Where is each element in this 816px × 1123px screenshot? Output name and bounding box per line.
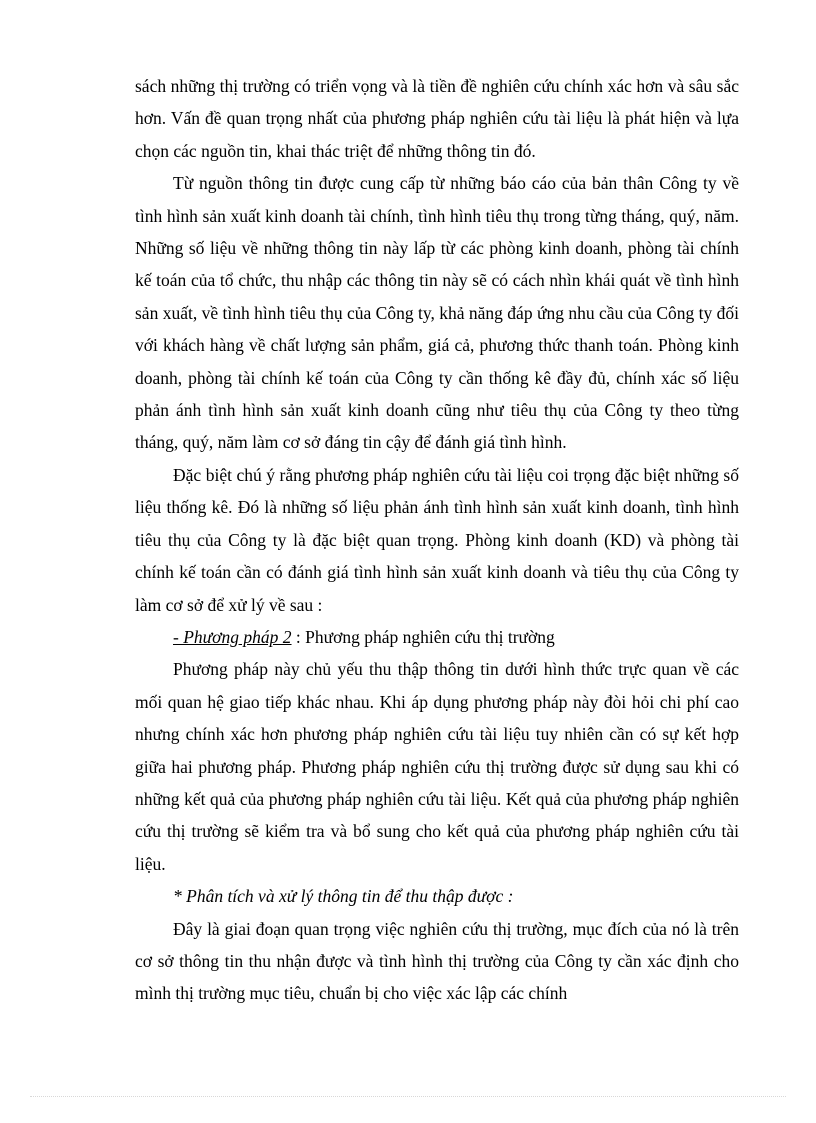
analysis-heading: * Phân tích và xử lý thông tin để thu thập được : — [173, 886, 514, 907]
document-body — [135, 70, 739, 1010]
paragraph-market-research-method: Phương pháp này chủ yếu thu thập thông tin dưới hình thức trực quan về các mối quan hệ giao tiếp khác nhau. Khi áp dụng phương pháp này đòi hỏi chi phí cao nhưng chính xác hơn phương pháp nghiên cứu tài liệu tuy nhiên cần có sự kết hợp giữa hai phương pháp. Phương pháp nghiên cứu thị trường được sử dụng sau khi có những kết quả của phương pháp nghiên cứu tài liệu. Kết quả của phương pháp nghiên cứu thị trường sẽ kiểm tra và bổ sung cho kết quả của phương pháp nghiên cứu tài liệu. — [135, 659, 739, 874]
paragraph-information-sources: Từ nguồn thông tin được cung cấp từ những báo cáo của bản thân Công ty về tình hình sản xuất kinh doanh tài chính, tình hình tiêu thụ trong từng tháng, quý, năm. Những số liệu về những thông tin này lấp từ các phòng kinh doanh, phòng tài chính kế toán của tổ chức, thu nhập các thông tin này sẽ có cách nhìn khái quát về tình hình sản xuất, về tình hình tiêu thụ của Công ty, khả năng đáp ứng nhu cầu của Công ty đối với khách hàng về chất lượng sản phẩm, giá cả, phương thức thanh toán. Phòng kinh doanh, phòng tài chính kế toán của Công ty cần thống kê đầy đủ, chính xác số liệu phản ánh tình hình sản xuất kinh doanh cũng như tiêu thụ của Công ty theo từng tháng, quý, năm làm cơ sở đáng tin cậy để đánh giá tình hình. — [135, 173, 739, 453]
method-2-title: : Phương pháp nghiên cứu thị trường — [291, 626, 555, 647]
paragraph-statistics-emphasis: Đặc biệt chú ý rằng phương pháp nghiên cứu tài liệu coi trọng đặc biệt những số liệu thống kê. Đó là những số liệu phản ánh tình hình sản xuất kinh doanh, tình hình tiêu thụ của Công ty là đặc biệt quan trọng. Phòng kinh doanh (KD) và phòng tài chính kế toán cần có đánh giá tình hình sản xuất kinh doanh và tiêu thụ của Công ty làm cơ sở để xử lý về sau : — [135, 464, 739, 615]
paragraph-analysis-stage: Đây là giai đoạn quan trọng việc nghiên cứu thị trường, mục đích của nó là trên cơ sở thông tin thu nhận được và tình hình thị trường của Công ty cần xác định cho mình thị trường mục tiêu, chuẩn bị cho việc xác lập các chính — [135, 918, 739, 1004]
method-2-heading — [135, 621, 739, 653]
page-bottom-divider — [30, 1096, 786, 1097]
method-2-label: - Phương pháp 2 — [173, 626, 292, 647]
paragraph-continuation: sách những thị trường có triển vọng và là tiền đề nghiên cứu chính xác hơn và sâu sắc hơn. Vấn đề quan trọng nhất của phương pháp nghiên cứu tài liệu là phát hiện và lựa chọn các nguồn tin, khai thác triệt để những thông tin đó. — [135, 76, 739, 161]
